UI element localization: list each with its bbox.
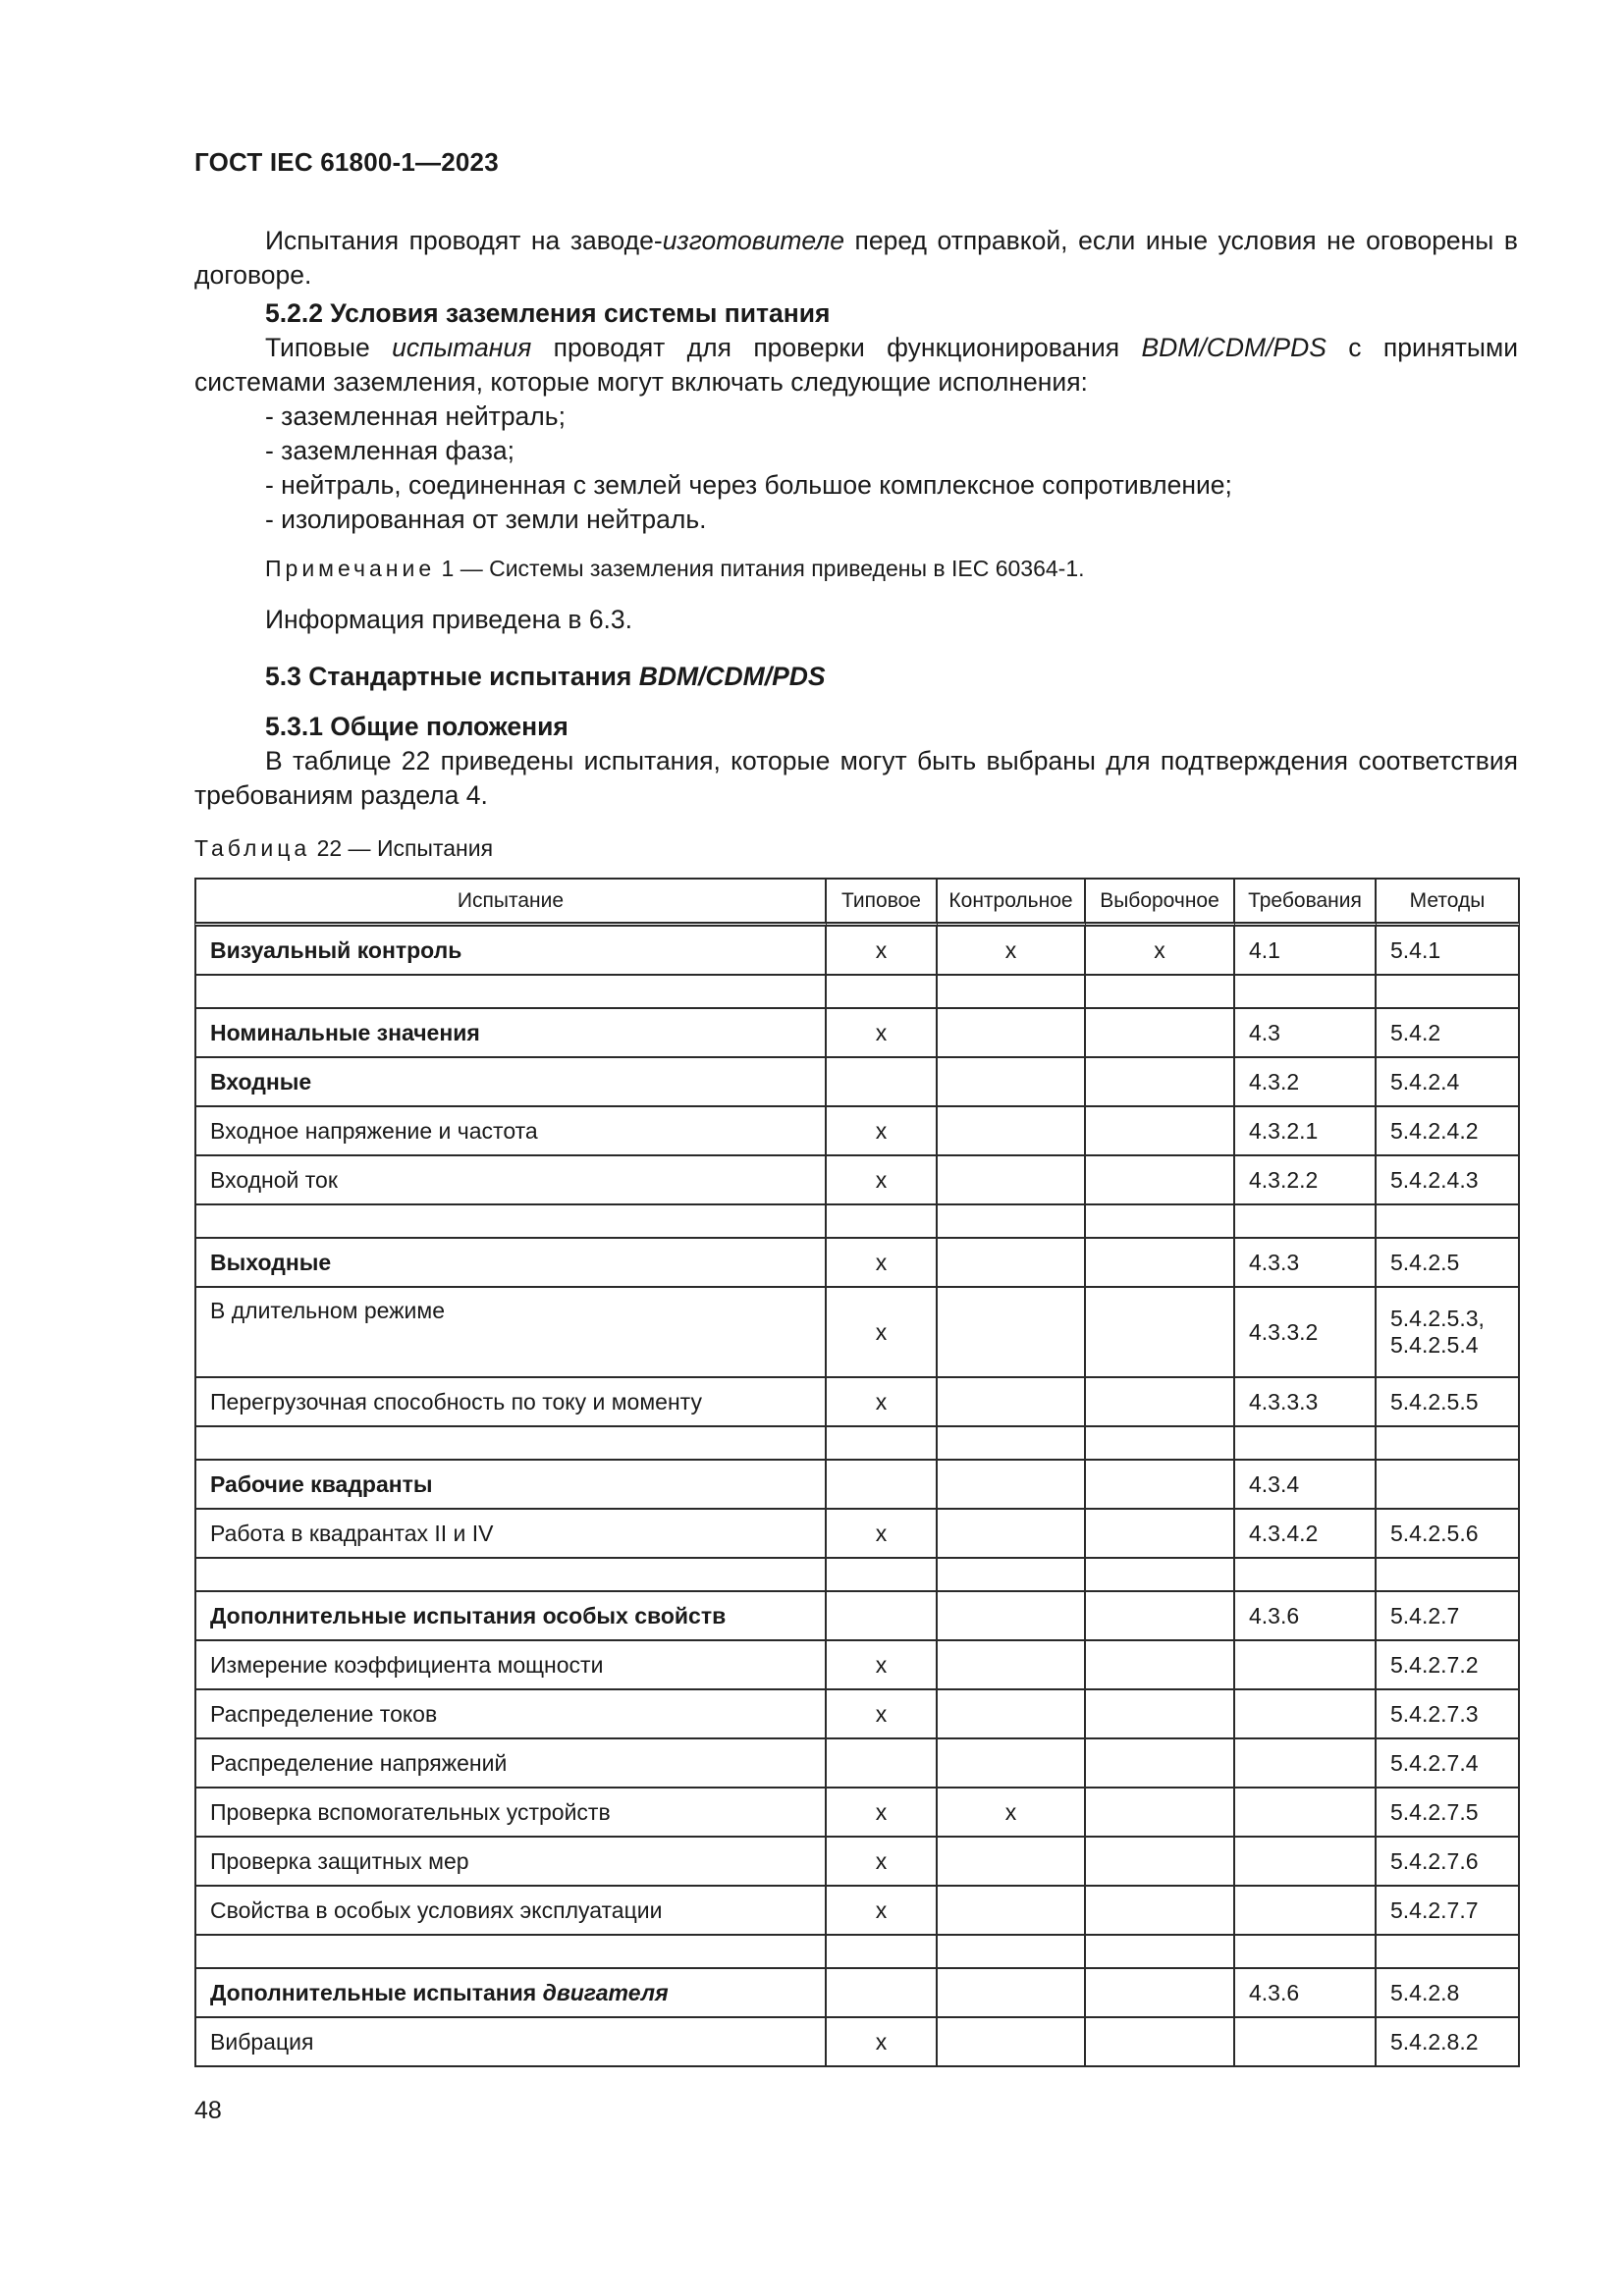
test-name-cell <box>194 1009 827 1058</box>
empty-cell <box>1235 1559 1377 1592</box>
page-number: 48 <box>194 2097 222 2124</box>
sample-cell <box>1086 1838 1235 1887</box>
requirements-cell: 4.3.6 <box>1235 1969 1377 2018</box>
intro-post: перед отправкой, если иные условия не оговорены в договоре. <box>194 226 1518 290</box>
section-5-3-1-paragraph: В таблице 22 приведены испытания, которые могут быть выбраны для подтверждения соответствия требованиям раздела 4. <box>194 746 1518 810</box>
requirements-cell: 4.1 <box>1235 927 1377 976</box>
table-spacer-row <box>194 1427 1520 1461</box>
intro-italic: изготовителе <box>662 226 844 255</box>
control-cell <box>938 1107 1086 1156</box>
sample-cell <box>1086 1461 1235 1510</box>
empty-cell <box>1086 1427 1235 1461</box>
requirements-cell: 4.3.2 <box>1235 1058 1377 1107</box>
note-label: Примечание <box>265 556 436 581</box>
method-line: 5.4.2.5.4 <box>1390 1332 1479 1358</box>
test-name-cell <box>194 1887 827 1936</box>
methods-cell: 5.4.2 <box>1377 1009 1520 1058</box>
requirements-cell: 4.3 <box>1235 1009 1377 1058</box>
empty-cell <box>938 976 1086 1009</box>
type-cell <box>827 1592 938 1641</box>
test-name: Рабочие квадранты <box>210 1470 433 1497</box>
requirements-cell: 4.3.3 <box>1235 1239 1377 1288</box>
table-row <box>194 1739 1520 1789</box>
text-c: проводят для проверки функционирования <box>531 333 1142 362</box>
table-caption-label: Таблица <box>194 835 311 861</box>
header-test: Испытание <box>194 878 827 927</box>
sample-cell <box>1086 2018 1235 2067</box>
control-cell <box>938 1009 1086 1058</box>
test-name: Свойства в особых условиях эксплуатации <box>210 1896 663 1923</box>
text-d: BDM/CDM/PDS <box>1141 333 1326 362</box>
sample-cell <box>1086 1739 1235 1789</box>
table-row <box>194 927 1520 976</box>
table-row <box>194 1969 1520 2018</box>
table-caption-text: 22 — Испытания <box>310 835 494 861</box>
text-b: испытания <box>392 333 532 362</box>
test-name: Измерение коэффициента мощности <box>210 1651 604 1678</box>
empty-cell <box>938 1936 1086 1969</box>
methods-cell: 5.4.2.7.6 <box>1377 1838 1520 1887</box>
type-cell: x <box>827 1378 938 1427</box>
control-cell <box>938 1690 1086 1739</box>
sample-cell <box>1086 1378 1235 1427</box>
control-cell <box>938 1739 1086 1789</box>
sample-cell <box>1086 1592 1235 1641</box>
test-name-cell <box>194 1838 827 1887</box>
methods-cell: 5.4.2.5.6 <box>1377 1510 1520 1559</box>
methods-cell: 5.4.2.4.2 <box>1377 1107 1520 1156</box>
empty-cell <box>1086 1559 1235 1592</box>
requirements-cell <box>1235 1690 1377 1739</box>
type-cell <box>827 1058 938 1107</box>
methods-cell <box>1377 1288 1520 1378</box>
requirements-cell <box>1235 2018 1377 2067</box>
info-line: Информация приведена в 6.3. <box>265 605 633 634</box>
methods-cell: 5.4.2.7.3 <box>1377 1690 1520 1739</box>
requirements-cell: 4.3.2.1 <box>1235 1107 1377 1156</box>
table-row <box>194 1009 1520 1058</box>
requirements-cell: 4.3.3.3 <box>1235 1378 1377 1427</box>
section-5-2-2-heading: 5.2.2 Условия заземления системы питания <box>265 298 831 328</box>
test-name-cell <box>194 1789 827 1838</box>
empty-cell <box>827 1936 938 1969</box>
type-cell: x <box>827 1107 938 1156</box>
type-cell: x <box>827 1239 938 1288</box>
empty-cell <box>1086 1205 1235 1239</box>
methods-cell: 5.4.2.7.7 <box>1377 1887 1520 1936</box>
control-cell <box>938 1592 1086 1641</box>
methods-cell: 5.4.2.7.5 <box>1377 1789 1520 1838</box>
empty-cell <box>194 1559 827 1592</box>
header-type: Типовое <box>827 878 938 927</box>
section-5-3-heading-text: 5.3 Стандартные испытания <box>265 662 639 691</box>
standard-header: ГОСТ IEC 61800-1—2023 <box>194 147 499 177</box>
empty-cell <box>194 1427 827 1461</box>
control-cell <box>938 1378 1086 1427</box>
test-name: Работа в квадрантах II и IV <box>210 1520 494 1546</box>
test-name-cell <box>194 1107 827 1156</box>
test-name: Дополнительные испытания особых свойств <box>210 1602 727 1629</box>
table-spacer-row <box>194 976 1520 1009</box>
empty-cell <box>938 1205 1086 1239</box>
empty-cell <box>827 976 938 1009</box>
requirements-cell: 4.3.4 <box>1235 1461 1377 1510</box>
methods-cell: 5.4.2.4.3 <box>1377 1156 1520 1205</box>
control-cell <box>938 2018 1086 2067</box>
table-spacer-row <box>194 1205 1520 1239</box>
type-cell <box>827 1461 938 1510</box>
empty-cell <box>1235 1427 1377 1461</box>
test-name-cell <box>194 1378 827 1427</box>
list-item: - заземленная фаза; <box>265 436 515 465</box>
test-name: Номинальные значения <box>210 1019 480 1045</box>
sample-cell <box>1086 1156 1235 1205</box>
test-name: Визуальный контроль <box>210 936 462 963</box>
type-cell: x <box>827 1288 938 1378</box>
test-name-cell <box>194 1156 827 1205</box>
test-name-cell <box>194 1592 827 1641</box>
requirements-cell: 4.3.3.2 <box>1235 1288 1377 1378</box>
empty-cell <box>1235 1205 1377 1239</box>
empty-cell <box>194 1205 827 1239</box>
table-row <box>194 1887 1520 1936</box>
note <box>265 556 1085 582</box>
list-item: - нейтраль, соединенная с землей через большое комплексное сопротивление; <box>265 470 1232 500</box>
sample-cell <box>1086 1789 1235 1838</box>
sample-cell <box>1086 1969 1235 2018</box>
requirements-cell: 4.3.6 <box>1235 1592 1377 1641</box>
type-cell <box>827 1969 938 2018</box>
methods-cell: 5.4.2.5.5 <box>1377 1378 1520 1427</box>
test-name: Входной ток <box>210 1166 338 1193</box>
empty-cell <box>827 1205 938 1239</box>
type-cell: x <box>827 1009 938 1058</box>
test-name: Проверка вспомогательных устройств <box>210 1798 611 1825</box>
test-name-cell <box>194 1510 827 1559</box>
section-5-3-heading-italic: BDM/CDM/PDS <box>638 662 826 691</box>
table-row <box>194 1641 1520 1690</box>
sample-cell <box>1086 1887 1235 1936</box>
test-name-cell <box>194 1058 827 1107</box>
control-cell <box>938 1510 1086 1559</box>
method-line: 5.4.2.5.3, <box>1390 1306 1485 1331</box>
table-row <box>194 1058 1520 1107</box>
methods-cell: 5.4.2.5 <box>1377 1239 1520 1288</box>
table-row <box>194 1378 1520 1427</box>
methods-cell: 5.4.2.7.2 <box>1377 1641 1520 1690</box>
empty-cell <box>1235 1936 1377 1969</box>
methods-cell: 5.4.2.7.4 <box>1377 1739 1520 1789</box>
type-cell: x <box>827 1838 938 1887</box>
list-item: - заземленная нейтраль; <box>265 401 566 431</box>
table-row <box>194 1592 1520 1641</box>
test-name-cell <box>194 1969 827 2018</box>
text-a: Типовые <box>265 333 393 362</box>
test-name-italic: двигателя <box>542 1979 669 2005</box>
test-name-cell <box>194 927 827 976</box>
section-5-3-1-heading: 5.3.1 Общие положения <box>265 712 568 741</box>
table-caption <box>194 835 493 862</box>
test-name: Перегрузочная способность по току и моменту <box>210 1388 702 1415</box>
type-cell: x <box>827 1156 938 1205</box>
intro-pre: Испытания проводят на заводе- <box>265 226 663 255</box>
empty-cell <box>1377 1559 1520 1592</box>
empty-cell <box>938 1559 1086 1592</box>
table-header-row <box>194 878 1520 927</box>
sample-cell: x <box>1086 927 1235 976</box>
header-requirements: Требования <box>1235 878 1377 927</box>
empty-cell <box>827 1559 938 1592</box>
type-cell: x <box>827 1690 938 1739</box>
type-cell <box>827 1739 938 1789</box>
header-sample: Выборочное <box>1086 878 1235 927</box>
sample-cell <box>1086 1239 1235 1288</box>
tests-table <box>194 878 1520 2067</box>
test-name: Входное напряжение и частота <box>210 1117 538 1144</box>
methods-cell: 5.4.2.4 <box>1377 1058 1520 1107</box>
table-row <box>194 1156 1520 1205</box>
empty-cell <box>194 1936 827 1969</box>
empty-cell <box>1086 1936 1235 1969</box>
sample-cell <box>1086 1058 1235 1107</box>
empty-cell <box>1377 1205 1520 1239</box>
test-name: Выходные <box>210 1249 332 1275</box>
control-cell <box>938 1641 1086 1690</box>
sample-cell <box>1086 1690 1235 1739</box>
control-cell <box>938 1288 1086 1378</box>
control-cell <box>938 1969 1086 2018</box>
control-cell: x <box>938 1789 1086 1838</box>
type-cell: x <box>827 1887 938 1936</box>
methods-cell: 5.4.2.8 <box>1377 1969 1520 2018</box>
methods-cell: 5.4.2.7 <box>1377 1592 1520 1641</box>
empty-cell <box>1086 976 1235 1009</box>
table-body <box>194 927 1520 2067</box>
table-row <box>194 1239 1520 1288</box>
control-cell <box>938 1838 1086 1887</box>
empty-cell <box>938 1427 1086 1461</box>
table-row <box>194 1789 1520 1838</box>
control-cell <box>938 1156 1086 1205</box>
methods-cell: 5.4.1 <box>1377 927 1520 976</box>
table-spacer-row <box>194 1936 1520 1969</box>
sample-cell <box>1086 1107 1235 1156</box>
sample-cell <box>1086 1288 1235 1378</box>
sample-cell <box>1086 1009 1235 1058</box>
test-name: Вибрация <box>210 2028 314 2055</box>
empty-cell <box>1235 976 1377 1009</box>
type-cell: x <box>827 1510 938 1559</box>
control-cell <box>938 1461 1086 1510</box>
test-name: Входные <box>210 1068 312 1095</box>
table-row <box>194 1838 1520 1887</box>
note-text: 1 — Системы заземления питания приведены в IEC 60364-1. <box>435 556 1085 581</box>
test-name-cell <box>194 1288 827 1378</box>
requirements-cell <box>1235 1789 1377 1838</box>
control-cell: x <box>938 927 1086 976</box>
list-item: - изолированная от земли нейтраль. <box>265 505 707 534</box>
section-5-2-2-paragraph <box>194 331 1518 400</box>
type-cell: x <box>827 1789 938 1838</box>
requirements-cell <box>1235 1641 1377 1690</box>
sample-cell <box>1086 1510 1235 1559</box>
test-name-cell <box>194 1239 827 1288</box>
methods-cell <box>1377 1461 1520 1510</box>
type-cell: x <box>827 927 938 976</box>
table-spacer-row <box>194 1559 1520 1592</box>
test-name: Дополнительные испытания <box>210 1979 543 2005</box>
table-row <box>194 1461 1520 1510</box>
test-name-cell <box>194 1461 827 1510</box>
test-name: В длительном режиме <box>210 1298 445 1323</box>
header-control: Контрольное <box>938 878 1086 927</box>
requirements-cell <box>1235 1739 1377 1789</box>
requirements-cell: 4.3.2.2 <box>1235 1156 1377 1205</box>
methods-cell: 5.4.2.8.2 <box>1377 2018 1520 2067</box>
table-row <box>194 1510 1520 1559</box>
control-cell <box>938 1887 1086 1936</box>
control-cell <box>938 1239 1086 1288</box>
test-name-cell <box>194 1739 827 1789</box>
control-cell <box>938 1058 1086 1107</box>
test-name: Распределение токов <box>210 1700 438 1727</box>
test-name: Проверка защитных мер <box>210 1847 469 1874</box>
table-row <box>194 2018 1520 2067</box>
sample-cell <box>1086 1641 1235 1690</box>
empty-cell <box>827 1427 938 1461</box>
test-name-cell <box>194 1641 827 1690</box>
text-e: с принятыми системами заземления, которые могут включать следующие исполнения: <box>194 333 1518 397</box>
test-name: Распределение напряжений <box>210 1749 508 1776</box>
section-5-3-heading <box>265 660 826 694</box>
table-row <box>194 1288 1520 1378</box>
type-cell: x <box>827 1641 938 1690</box>
test-name-cell <box>194 2018 827 2067</box>
empty-cell <box>1377 976 1520 1009</box>
table-row <box>194 1107 1520 1156</box>
empty-cell <box>1377 1936 1520 1969</box>
requirements-cell <box>1235 1838 1377 1887</box>
requirements-cell: 4.3.4.2 <box>1235 1510 1377 1559</box>
requirements-cell <box>1235 1887 1377 1936</box>
table-row <box>194 1690 1520 1739</box>
empty-cell <box>1377 1427 1520 1461</box>
intro-paragraph <box>194 224 1518 293</box>
empty-cell <box>194 976 827 1009</box>
type-cell: x <box>827 2018 938 2067</box>
header-methods: Методы <box>1377 878 1520 927</box>
test-name-cell <box>194 1690 827 1739</box>
